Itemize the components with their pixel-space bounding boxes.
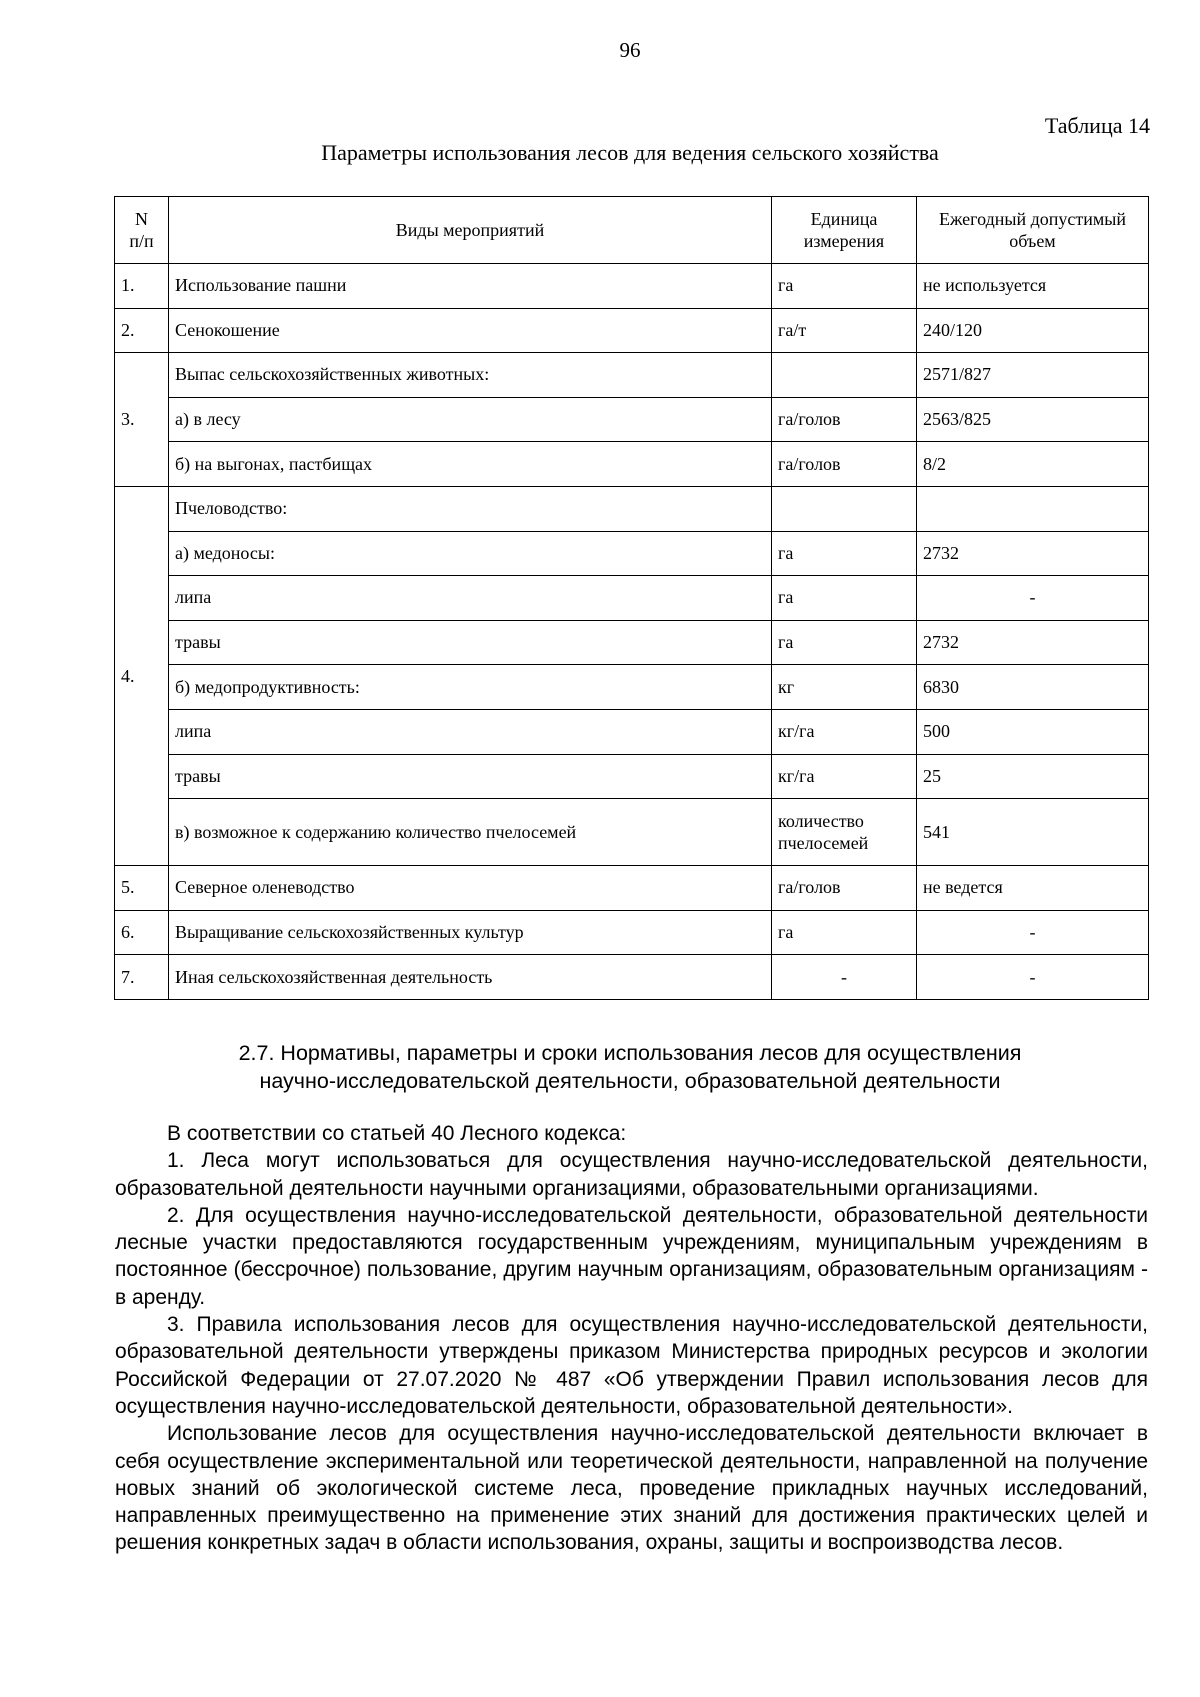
- row-volume: 2571/827: [917, 353, 1149, 398]
- row-activity: Использование пашни: [169, 264, 772, 309]
- row-activity: Выпас сельскохозяйственных животных:: [169, 353, 772, 398]
- table-label: Таблица 14: [1044, 113, 1150, 138]
- paragraph-2: 2. Для осуществления научно-исследовательской деятельности, образовательной деятельности лесные участки предоставляются государственным учреждениям, муниципальным учреждениям в постоянное (бессрочное) пользование, другим научным организациям, образовательным организациям - в аренду.: [115, 1203, 1148, 1309]
- row-unit: га/голов: [772, 442, 917, 487]
- row-activity: травы: [169, 620, 772, 665]
- paragraph-3: 3. Правила использования лесов для осуществления научно-исследовательской деятельности, образовательной деятельности утверждены приказом Министерства природных ресурсов и экологии Российской Федерации от 27.07.2020 № 487 «Об утверждении Правил использования лесов для осуществления научно-исследовательской деятельности, образовательной деятельности».: [115, 1313, 1148, 1418]
- row-number: 3.: [115, 353, 169, 487]
- row-volume: [917, 486, 1149, 531]
- page-number: 96: [619, 38, 641, 62]
- row-volume: 240/120: [917, 308, 1149, 353]
- table-row: [115, 531, 1149, 576]
- row-number: 1.: [115, 264, 169, 309]
- row-activity: а) медоносы:: [169, 531, 772, 576]
- row-unit: -: [772, 955, 917, 1000]
- row-volume: -: [917, 955, 1149, 1000]
- row-activity: Сенокошение: [169, 308, 772, 353]
- row-volume: -: [917, 910, 1149, 955]
- table-row: [115, 397, 1149, 442]
- header-volume-text: Ежегодный допустимый объем: [938, 209, 1126, 251]
- table-row: [115, 620, 1149, 665]
- row-unit: га/т: [772, 308, 917, 353]
- row-number: 5.: [115, 866, 169, 911]
- row-volume: 6830: [917, 665, 1149, 710]
- header-unit: [772, 197, 917, 264]
- header-number: [115, 197, 169, 264]
- row-activity: липа: [169, 576, 772, 621]
- row-volume: 2732: [917, 620, 1149, 665]
- row-volume: 8/2: [917, 442, 1149, 487]
- header-volume: [917, 197, 1149, 264]
- table-title: Параметры использования лесов для ведения сельского хозяйства: [321, 140, 939, 165]
- row-volume: -: [917, 576, 1149, 621]
- paragraph-1: 1. Леса могут использоваться для осуществления научно-исследовательской деятельности, образовательной деятельности научными организациями, образовательными организациями.: [115, 1149, 1148, 1200]
- table-row: [115, 486, 1149, 531]
- row-unit: [772, 353, 917, 398]
- table-row: [115, 754, 1149, 799]
- row-number: 7.: [115, 955, 169, 1000]
- row-volume: 25: [917, 754, 1149, 799]
- header-activity-text: Виды мероприятий: [395, 220, 545, 240]
- row-activity: а) в лесу: [169, 397, 772, 442]
- table-header-row: [115, 197, 1149, 264]
- paragraph-intro: В соответствии со статьей 40 Лесного кодекса:: [167, 1122, 627, 1145]
- row-unit: га: [772, 910, 917, 955]
- row-number: 4.: [115, 486, 169, 865]
- row-unit: га: [772, 264, 917, 309]
- row-unit: га/голов: [772, 866, 917, 911]
- row-unit: кг: [772, 665, 917, 710]
- row-unit: [772, 486, 917, 531]
- row-volume: 2732: [917, 531, 1149, 576]
- row-unit: кг/га: [772, 709, 917, 754]
- row-activity: Выращивание сельскохозяйственных культур: [169, 910, 772, 955]
- row-activity: в) возможное к содержанию количество пчелосемей: [169, 799, 772, 866]
- table-row: [115, 955, 1149, 1000]
- table-row: [115, 866, 1149, 911]
- row-unit: количество пчелосемей: [772, 799, 917, 866]
- row-unit: га: [772, 576, 917, 621]
- section-heading-line-1: 2.7. Нормативы, параметры и сроки использования лесов для осуществления: [238, 1041, 1022, 1065]
- row-activity: липа: [169, 709, 772, 754]
- row-unit: га/голов: [772, 397, 917, 442]
- table-row: [115, 910, 1149, 955]
- header-activity: [169, 197, 772, 264]
- table-row: [115, 799, 1149, 866]
- table-row: [115, 353, 1149, 398]
- row-number: 6.: [115, 910, 169, 955]
- row-volume: 541: [917, 799, 1149, 866]
- table-row: [115, 709, 1149, 754]
- row-volume: 500: [917, 709, 1149, 754]
- table-row: [115, 264, 1149, 309]
- section-heading: [0, 1039, 1200, 1095]
- row-volume: 2563/825: [917, 397, 1149, 442]
- table-row: [115, 308, 1149, 353]
- row-activity: травы: [169, 754, 772, 799]
- body-text: [115, 1120, 1148, 1557]
- row-activity: б) медопродуктивность:: [169, 665, 772, 710]
- row-activity: Иная сельскохозяйственная деятельность: [169, 955, 772, 1000]
- table-row: [115, 665, 1149, 710]
- row-activity: б) на выгонах, пастбищах: [169, 442, 772, 487]
- row-activity: Северное оленеводство: [169, 866, 772, 911]
- row-unit: кг/га: [772, 754, 917, 799]
- row-activity: Пчеловодство:: [169, 486, 772, 531]
- header-unit-text: Единица измерения: [803, 209, 885, 251]
- row-number: 2.: [115, 308, 169, 353]
- paragraph-4: Использование лесов для осуществления научно-исследовательской деятельности включает в себя осуществление экспериментальной или теоретической деятельности, направленной на получение новых знаний об экологической системе леса, проведение прикладных научных исследований, направленных преимущественно на применение этих знаний для достижения практических целей и решения конкретных задач в области использования, охраны, защиты и воспроизводства лесов.: [115, 1422, 1148, 1555]
- table-row: [115, 442, 1149, 487]
- header-number-text: N п/п: [129, 209, 154, 251]
- row-volume: не используется: [917, 264, 1149, 309]
- row-unit: га: [772, 620, 917, 665]
- row-volume: не ведется: [917, 866, 1149, 911]
- section-heading-line-2: научно-исследовательской деятельности, образовательной деятельности: [259, 1069, 1001, 1093]
- parameters-table: [114, 196, 1149, 1000]
- row-unit: га: [772, 531, 917, 576]
- table-row: [115, 576, 1149, 621]
